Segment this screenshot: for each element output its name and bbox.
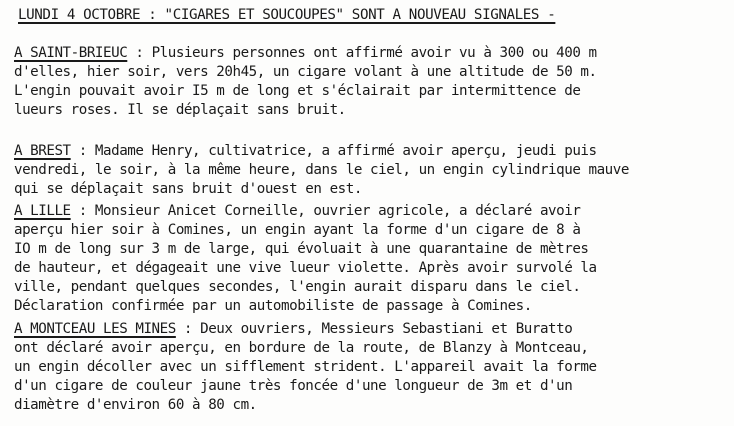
section-text: : Madame Henry, cultivatrice, a affirmé avoir aperçu, jeudi puis <box>70 143 597 159</box>
section-line: d'un cigare de couleur jaune très foncée d'une longueur de 3m et d'un <box>14 378 573 394</box>
section-line <box>14 320 726 339</box>
section-line: qui se déplaçait sans bruit d'ouest en est. <box>14 181 362 197</box>
section-line <box>14 202 726 221</box>
section-text: : Monsieur Anicet Corneille, ouvrier agricole, a déclaré avoir <box>70 203 581 219</box>
section-line: IO m de long sur 3 m de large, qui évoluait à une quarantaine de mètres <box>14 241 589 257</box>
place-heading-saint-brieuc: A SAINT-BRIEUC <box>14 45 128 61</box>
place-heading-brest: A BREST <box>14 143 71 159</box>
section-line: diamètre d'environ 60 à 80 cm. <box>14 397 257 413</box>
section-line <box>14 44 726 63</box>
section-line: lueurs roses. Il se déplaçait sans bruit. <box>14 102 346 118</box>
section-line: un engin décoller avec un sifflement strident. L'appareil avait la forme <box>14 359 597 375</box>
section-line: Déclaration confirmée par un automobiliste de passage à Comines. <box>14 298 532 314</box>
place-heading-lille: A LILLE <box>14 203 71 219</box>
section-line: ont déclaré avoir aperçu, en bordure de la route, de Blanzy à Montceau, <box>14 340 589 356</box>
section-line: aperçu hier soir à Comines, un engin ayant la forme d'un cigare de 8 à <box>14 222 581 238</box>
section-lille <box>14 202 726 316</box>
section-montceau-les-mines <box>14 320 726 415</box>
section-line <box>14 142 726 161</box>
section-brest <box>14 142 726 199</box>
section-line: L'engin pouvait avoir I5 m de long et s'éclairait par intermittence de <box>14 83 581 99</box>
place-heading-montceau-les-mines: A MONTCEAU LES MINES <box>14 321 176 337</box>
section-text: : Plusieurs personnes ont affirmé avoir vu à 300 ou 400 m <box>127 45 597 61</box>
section-line: ville, pendant quelques secondes, l'engin aurait disparu dans le ciel. <box>14 279 581 295</box>
section-line: d'elles, hier soir, vers 20h45, un cigare volant à une altitude de 50 m. <box>14 64 597 80</box>
section-text: : Deux ouvriers, Messieurs Sebastiani et Buratto <box>175 321 573 337</box>
section-line: de hauteur, et dégageait une vive lueur violette. Après avoir survolé la <box>14 260 597 276</box>
document-title: LUNDI 4 OCTOBRE : "CIGARES ET SOUCOUPES" SONT A NOUVEAU SIGNALES - <box>18 7 556 23</box>
section-line: vendredi, le soir, à la même heure, dans le ciel, un engin cylindrique mauve <box>14 162 629 178</box>
section-saint-brieuc <box>14 44 726 120</box>
